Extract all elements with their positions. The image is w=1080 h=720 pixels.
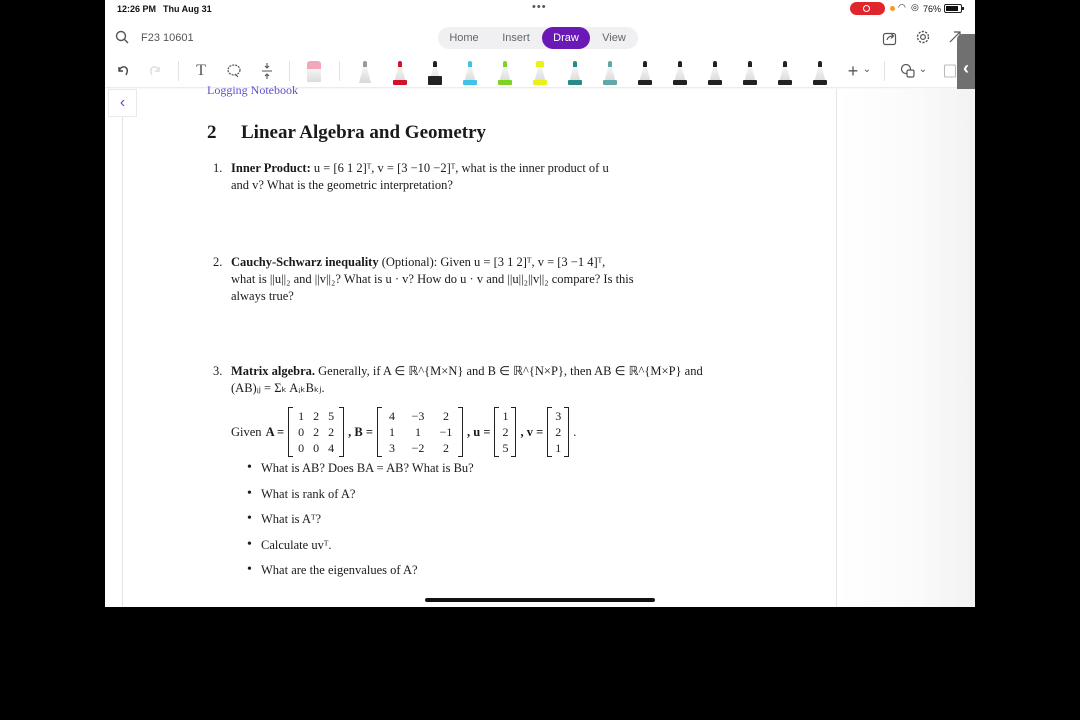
given-label: Given <box>231 424 262 439</box>
pencil-tool[interactable] <box>358 59 372 85</box>
list-item: • What are the eigenvalues of A? <box>247 563 474 589</box>
search-icon[interactable] <box>115 30 129 44</box>
notebook-name[interactable]: F23 10601 <box>141 32 194 44</box>
question-list <box>247 461 474 589</box>
eraser-icon[interactable] <box>307 59 321 85</box>
black-marker-tool[interactable] <box>428 59 442 85</box>
black-pen-tool-4[interactable] <box>743 59 757 85</box>
red-pen-tool[interactable] <box>393 59 407 85</box>
green-pen-tool[interactable] <box>498 59 512 85</box>
tab-draw[interactable]: Draw <box>542 27 590 49</box>
app-header <box>105 22 975 54</box>
screen-recording-icon[interactable] <box>850 2 885 15</box>
vector-u: 1 2 5 <box>494 407 516 457</box>
toolbar-divider <box>339 61 340 81</box>
problem-number: 2. <box>213 255 223 269</box>
page-canvas[interactable] <box>105 83 975 607</box>
yellow-highlighter-tool[interactable] <box>533 59 547 85</box>
problem-text <box>231 363 753 397</box>
black-pen-tool-2[interactable] <box>673 59 687 85</box>
list-item: • What is Aᵀ? <box>247 512 474 538</box>
sticky-note-icon[interactable] <box>943 60 957 82</box>
toolbar-divider <box>884 61 885 81</box>
page-margin <box>837 89 975 607</box>
list-item: • What is rank of A? <box>247 487 474 513</box>
matrix-a-label: A = <box>265 424 285 439</box>
mic-indicator-icon <box>890 6 895 11</box>
black-pen-tool-3[interactable] <box>708 59 722 85</box>
cyan-pen-tool[interactable] <box>463 59 477 85</box>
chevron-down-icon[interactable]: ⌄ <box>918 63 928 75</box>
wifi-icon: ◠ <box>898 2 906 12</box>
logging-notebook-link[interactable]: Logging Notebook <box>207 83 298 97</box>
given-matrices <box>231 406 576 458</box>
battery-icon <box>944 4 962 13</box>
problem-title: Inner Product: <box>231 161 311 175</box>
problem-line: (Optional): Given u = [3 1 2]ᵀ, v = [3 −1 4]ᵀ, <box>381 255 606 269</box>
matrix-b-label: , B = <box>348 424 373 439</box>
status-bar <box>105 0 975 18</box>
add-space-icon[interactable] <box>259 60 275 82</box>
teal-pen-tool[interactable] <box>568 59 582 85</box>
matrix-a: 1 2 5 0 2 2 0 0 4 <box>288 407 344 457</box>
pencil-tip <box>363 61 367 67</box>
section-heading <box>207 122 486 144</box>
side-panel-handle[interactable]: ‹ <box>957 34 975 102</box>
problem-text <box>231 160 753 194</box>
section-title: Linear Algebra and Geometry <box>241 122 487 143</box>
redo-icon[interactable] <box>147 60 163 82</box>
toolbar-divider <box>178 61 179 81</box>
problem-title: Matrix algebra. <box>231 364 316 378</box>
list-item: • What is AB? Does BA = AB? What is Bu? <box>247 461 474 487</box>
list-item: • Calculate uvᵀ. <box>247 538 474 564</box>
pdf-page <box>105 83 836 607</box>
problem-line: (AB)ᵢⱼ = Σₖ AᵢₖBₖⱼ. <box>231 381 325 395</box>
problem-line: u = [6 1 2]ᵀ, v = [3 −10 −2]ᵀ, what is the inner product of u <box>313 161 609 175</box>
status-time: 12:26 PM <box>117 4 157 14</box>
tab-home[interactable]: Home <box>449 32 479 44</box>
vector-u-label: , u = <box>467 424 491 439</box>
problem-line: Generally, if A ∈ ℝ^{M×N} and B ∈ ℝ^{N×P}, then AB ∈ ℝ^{M×P} and <box>318 364 703 378</box>
vector-v: 3 2 1 <box>547 407 569 457</box>
page-margin-line <box>836 89 837 607</box>
problem-line: and v? What is the geometric interpretation? <box>231 178 453 192</box>
black-pen-tool-5[interactable] <box>778 59 792 85</box>
problem-number: 3. <box>213 364 223 378</box>
problem-text <box>231 254 753 305</box>
matrix-b: 4 −3 2 1 1 −1 3 −2 2 <box>377 407 463 457</box>
battery-percent: 76% <box>923 4 942 14</box>
problem-title: Cauchy-Schwarz inequality <box>231 255 379 269</box>
gear-icon[interactable] <box>915 29 931 45</box>
add-pen-icon[interactable]: + <box>847 60 859 81</box>
sidebar-toggle-button[interactable]: ‹ <box>108 89 137 117</box>
chevron-down-icon[interactable]: ⌄ <box>862 63 872 75</box>
rotation-lock-icon: ◎ <box>911 2 919 12</box>
shapes-icon[interactable] <box>899 60 917 82</box>
problem-line: always true? <box>231 289 294 303</box>
lasso-select-icon[interactable] <box>226 60 242 82</box>
home-indicator[interactable] <box>425 598 655 602</box>
given-suffix: . <box>573 424 577 439</box>
tab-insert[interactable]: Insert <box>502 32 530 44</box>
ribbon-tabs <box>438 27 638 49</box>
teal-pen-tool-2[interactable] <box>603 59 617 85</box>
undo-icon[interactable] <box>115 60 131 82</box>
text-tool-icon[interactable]: T <box>196 62 206 79</box>
black-pen-tool[interactable] <box>638 59 652 85</box>
toolbar-divider <box>289 61 290 81</box>
share-icon[interactable] <box>882 30 898 46</box>
problem-line: what is ||u||₂ and ||v||₂? What is u · v? How do u · v and ||u||₂||v||₂ compare? Is this <box>231 272 634 286</box>
status-date: Thu Aug 31 <box>163 4 212 14</box>
vector-v-label: , v = <box>520 424 544 439</box>
section-number: 2 <box>207 122 217 143</box>
problem-number: 1. <box>213 161 223 175</box>
multitask-dots[interactable]: ••• <box>532 1 547 13</box>
tab-view[interactable]: View <box>602 32 626 44</box>
ipad-screen <box>105 0 975 607</box>
black-pen-tool-6[interactable] <box>813 59 827 85</box>
